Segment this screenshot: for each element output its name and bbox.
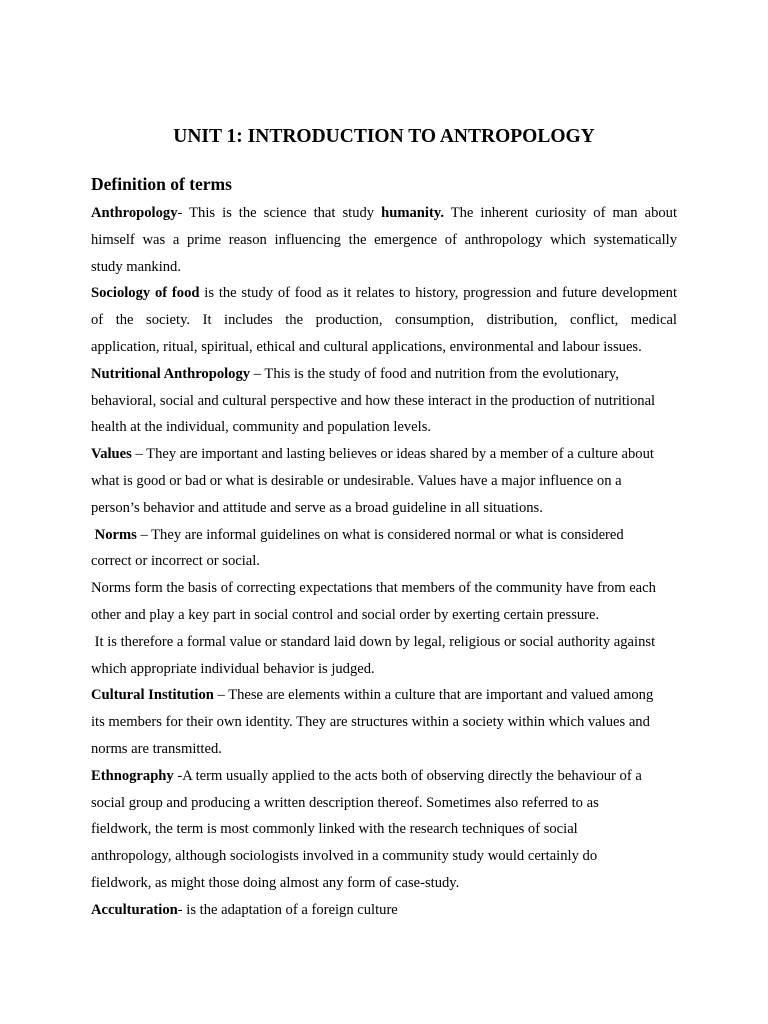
- ethnography-line-3: fieldwork, the term is most commonly linked with the research techniques of social: [91, 821, 578, 838]
- values-text: – They are important and lasting believes or ideas shared by a member of a culture about: [131, 446, 654, 463]
- norms-paragraph-3-line-2: which appropriate individual behavior is judged.: [91, 660, 375, 677]
- sociology-line-3: application, ritual, spiritual, ethical and cultural applications, environmental and labour issues.: [91, 338, 642, 355]
- nutritional-line-3: health at the individual, community and population levels.: [91, 419, 432, 436]
- sociology-line-1: [91, 280, 677, 307]
- norms-paragraph-2-line-2: other and play a key part in social control and social order by exerting certain pressure.: [91, 606, 600, 623]
- term-ethnography: Ethnography: [91, 767, 174, 784]
- cultural-institution-text: – These are elements within a culture that are important and valued among: [213, 687, 654, 704]
- term-acculturation: Acculturation: [91, 901, 178, 918]
- values-line-2: what is good or bad or what is desirable or undesirable. Values have a major influence on a: [91, 472, 622, 489]
- anthropology-text: - This is the science that study: [177, 205, 382, 221]
- ethnography-line-5: fieldwork, as might those doing almost any form of case-study.: [91, 874, 460, 891]
- anthropology-line-3: study mankind.: [91, 258, 181, 275]
- sociology-text: is the study of food as it relates to history, progression and future development: [199, 285, 677, 302]
- document-body: [91, 200, 677, 924]
- term-anthropology: Anthropology: [91, 205, 178, 221]
- ethnography-line-4: anthropology, although sociologists involved in a community study would certainly do: [91, 848, 598, 865]
- anthropology-line-1: [91, 200, 677, 227]
- term-norms: Norms: [94, 526, 137, 543]
- values-line-3: person’s behavior and attitude and serve as a broad guideline in all situations.: [91, 499, 543, 516]
- acculturation-line-1: [91, 897, 677, 924]
- cultural-institution-line-2: its members for their own identity. They are structures within a society within which values and: [91, 714, 650, 731]
- term-humanity: humanity.: [381, 205, 444, 221]
- anthropology-line-2: himself was a prime reason influencing the emergence of anthropology which systematically: [91, 231, 677, 248]
- values-line-1: [91, 441, 677, 468]
- term-values: Values: [91, 446, 132, 463]
- anthropology-text: The inherent curiosity of man about: [443, 205, 677, 221]
- ethnography-text: -A term usually applied to the acts both of observing directly the behaviour of a: [173, 767, 642, 784]
- cultural-institution-line-3: norms are transmitted.: [91, 740, 222, 757]
- nutritional-line-1: [91, 361, 677, 388]
- norms-line-1: [91, 522, 677, 549]
- section-heading: Definition of terms: [91, 174, 232, 194]
- acculturation-text: - is the adaptation of a foreign culture: [177, 901, 398, 918]
- term-sociology-of-food: Sociology of food: [91, 285, 200, 302]
- nutritional-text: – This is the study of food and nutrition from the evolutionary,: [250, 365, 619, 382]
- page-title: UNIT 1: INTRODUCTION TO ANTROPOLOGY: [173, 126, 595, 147]
- ethnography-line-2: social group and producing a written description thereof. Sometimes also referred to as: [91, 794, 599, 811]
- term-nutritional-anthropology: Nutritional Anthropology: [91, 365, 251, 382]
- norms-paragraph-3-line-1: It is therefore a formal value or standard laid down by legal, religious or social authority against: [91, 633, 656, 650]
- term-cultural-institution: Cultural Institution: [91, 687, 214, 704]
- nutritional-line-2: behavioral, social and cultural perspective and how these interact in the production of nutritional: [91, 392, 656, 409]
- norms-line-2: correct or incorrect or social.: [91, 553, 260, 570]
- sociology-line-2: of the society. It includes the production, consumption, distribution, conflict, medical: [91, 312, 677, 329]
- norms-paragraph-2-line-1: Norms form the basis of correcting expectations that members of the community have from each: [91, 580, 656, 597]
- cultural-institution-line-1: [91, 682, 677, 709]
- norms-text: – They are informal guidelines on what is considered normal or what is considered: [136, 526, 624, 543]
- ethnography-line-1: [91, 763, 677, 790]
